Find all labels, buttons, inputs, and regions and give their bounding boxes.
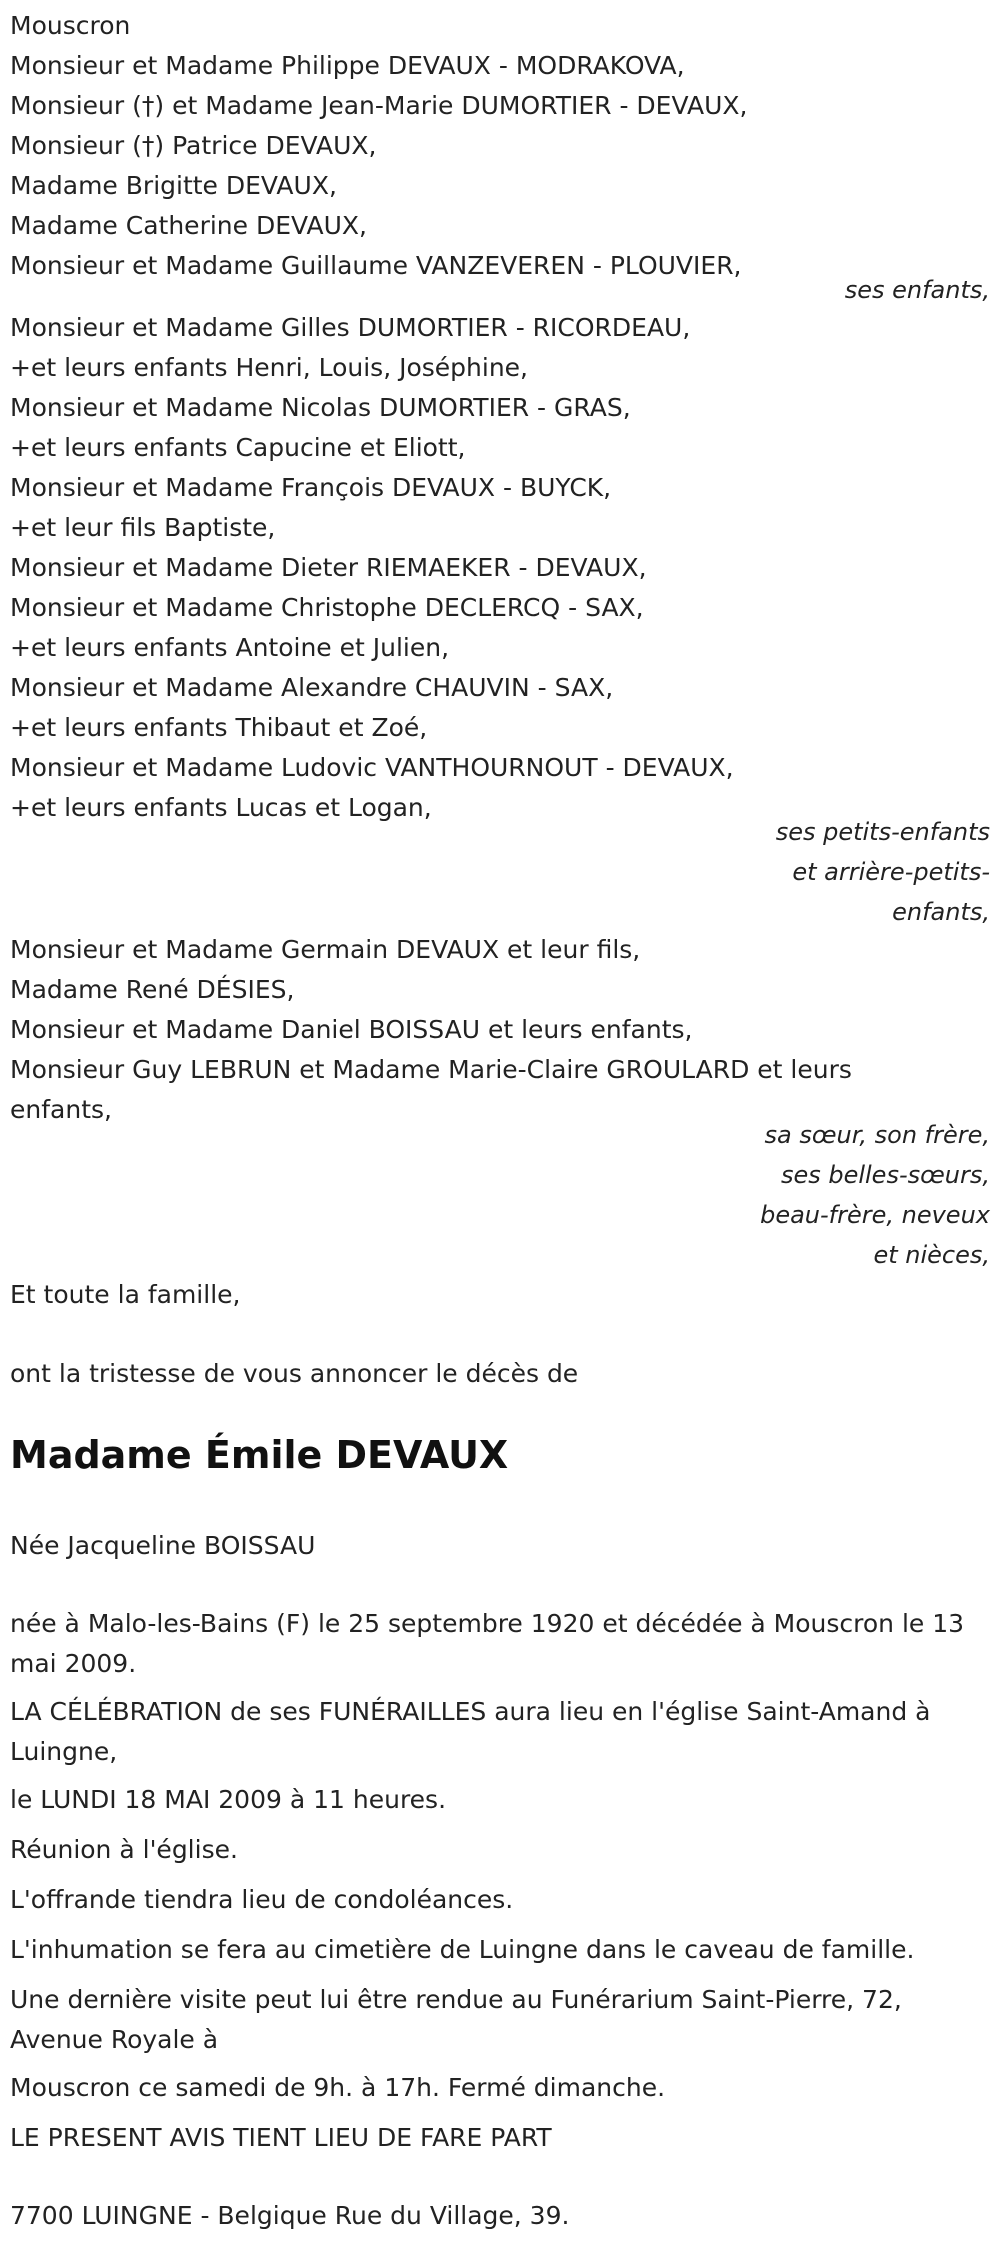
grandchild-line: +et leurs enfants Antoine et Julien, [10,633,450,662]
grandchild-line: Monsieur et Madame François DEVAUX - BUYCK, [10,473,612,502]
siblings-label: sa sœur, son frère, [764,1121,990,1149]
notice-text: LE PRESENT AVIS TIENT LIEU DE FARE PART [10,2123,552,2152]
visit-hours-text: Mouscron ce samedi de 9h. à 17h. Fermé dimanche. [10,2073,666,2102]
grandchild-line: Monsieur et Madame Nicolas DUMORTIER - GRAS, [10,393,631,422]
child-line: Madame Brigitte DEVAUX, [10,171,337,200]
offering-text: L'offrande tiendra lieu de condoléances. [10,1885,514,1914]
birth-death-text: née à Malo-les-Bains (F) le 25 septembre 1920 et décédée à Mouscron le 13 mai 2009. [10,1609,965,1678]
announce-line: ont la tristesse de vous annoncer le décès de [10,1359,579,1388]
city-line: Mouscron [10,11,131,40]
sibling-line: Monsieur et Madame Daniel BOISSAU et leurs enfants, [10,1015,693,1044]
grandchild-line: Monsieur et Madame Christophe DECLERCQ - SAX, [10,593,644,622]
date-text: le LUNDI 18 MAI 2009 à 11 heures. [10,1785,447,1814]
children-label: ses enfants, [844,276,990,304]
deceased-name: Madame Émile DEVAUX [10,1433,509,1477]
maiden-name: Née Jacqueline BOISSAU [10,1531,316,1560]
grandchild-line: Monsieur et Madame Ludovic VANTHOURNOUT - DEVAUX, [10,753,734,782]
child-line: Madame Catherine DEVAUX, [10,211,367,240]
grandchild-line: +et leurs enfants Lucas et Logan, [10,793,432,822]
grandchild-line: +et leurs enfants Capucine et Eliott, [10,433,466,462]
siblings-label: ses belles-sœurs, [780,1161,990,1189]
grandchild-line: Monsieur et Madame Alexandre CHAUVIN - SAX, [10,673,614,702]
burial-text: L'inhumation se fera au cimetière de Luingne dans le caveau de famille. [10,1935,915,1964]
siblings-label: et nièces, [873,1241,990,1269]
grandchildren-label: et arrière-petits- [792,858,990,886]
sibling-line: Monsieur et Madame Germain DEVAUX et leur fils, [10,935,641,964]
child-line: Monsieur (†) et Madame Jean-Marie DUMORTIER - DEVAUX, [10,91,748,120]
child-line: Monsieur et Madame Guillaume VANZEVEREN - PLOUVIER, [10,251,742,280]
child-line: Monsieur et Madame Philippe DEVAUX - MODRAKOVA, [10,51,685,80]
sibling-line: Madame René DÉSIES, [10,975,295,1004]
siblings-label: beau-frère, neveux [760,1201,990,1229]
grandchildren-label: ses petits-enfants [775,818,990,846]
grandchildren-label: enfants, [892,898,990,926]
grandchild-line: Monsieur et Madame Dieter RIEMAEKER - DEVAUX, [10,553,647,582]
visit-text: Une dernière visite peut lui être rendue au Funérarium Saint-Pierre, 72, Avenue Royale à [10,1985,902,2054]
meeting-text: Réunion à l'église. [10,1835,238,1864]
family-line: Et toute la famille, [10,1280,241,1309]
grandchild-line: Monsieur et Madame Gilles DUMORTIER - RICORDEAU, [10,313,691,342]
child-line: Monsieur (†) Patrice DEVAUX, [10,131,377,160]
celebration-text: LA CÉLÉBRATION de ses FUNÉRAILLES aura lieu en l'église Saint-Amand à Luingne, [10,1697,931,1766]
grandchild-line: +et leur fils Baptiste, [10,513,276,542]
address-text: 7700 LUINGNE - Belgique Rue du Village, 39. [10,2201,570,2230]
sibling-line: Monsieur Guy LEBRUN et Madame Marie-Claire GROULARD et leurs enfants, [10,1055,852,1124]
grandchild-line: +et leurs enfants Henri, Louis, Joséphine, [10,353,529,382]
grandchild-line: +et leurs enfants Thibaut et Zoé, [10,713,428,742]
